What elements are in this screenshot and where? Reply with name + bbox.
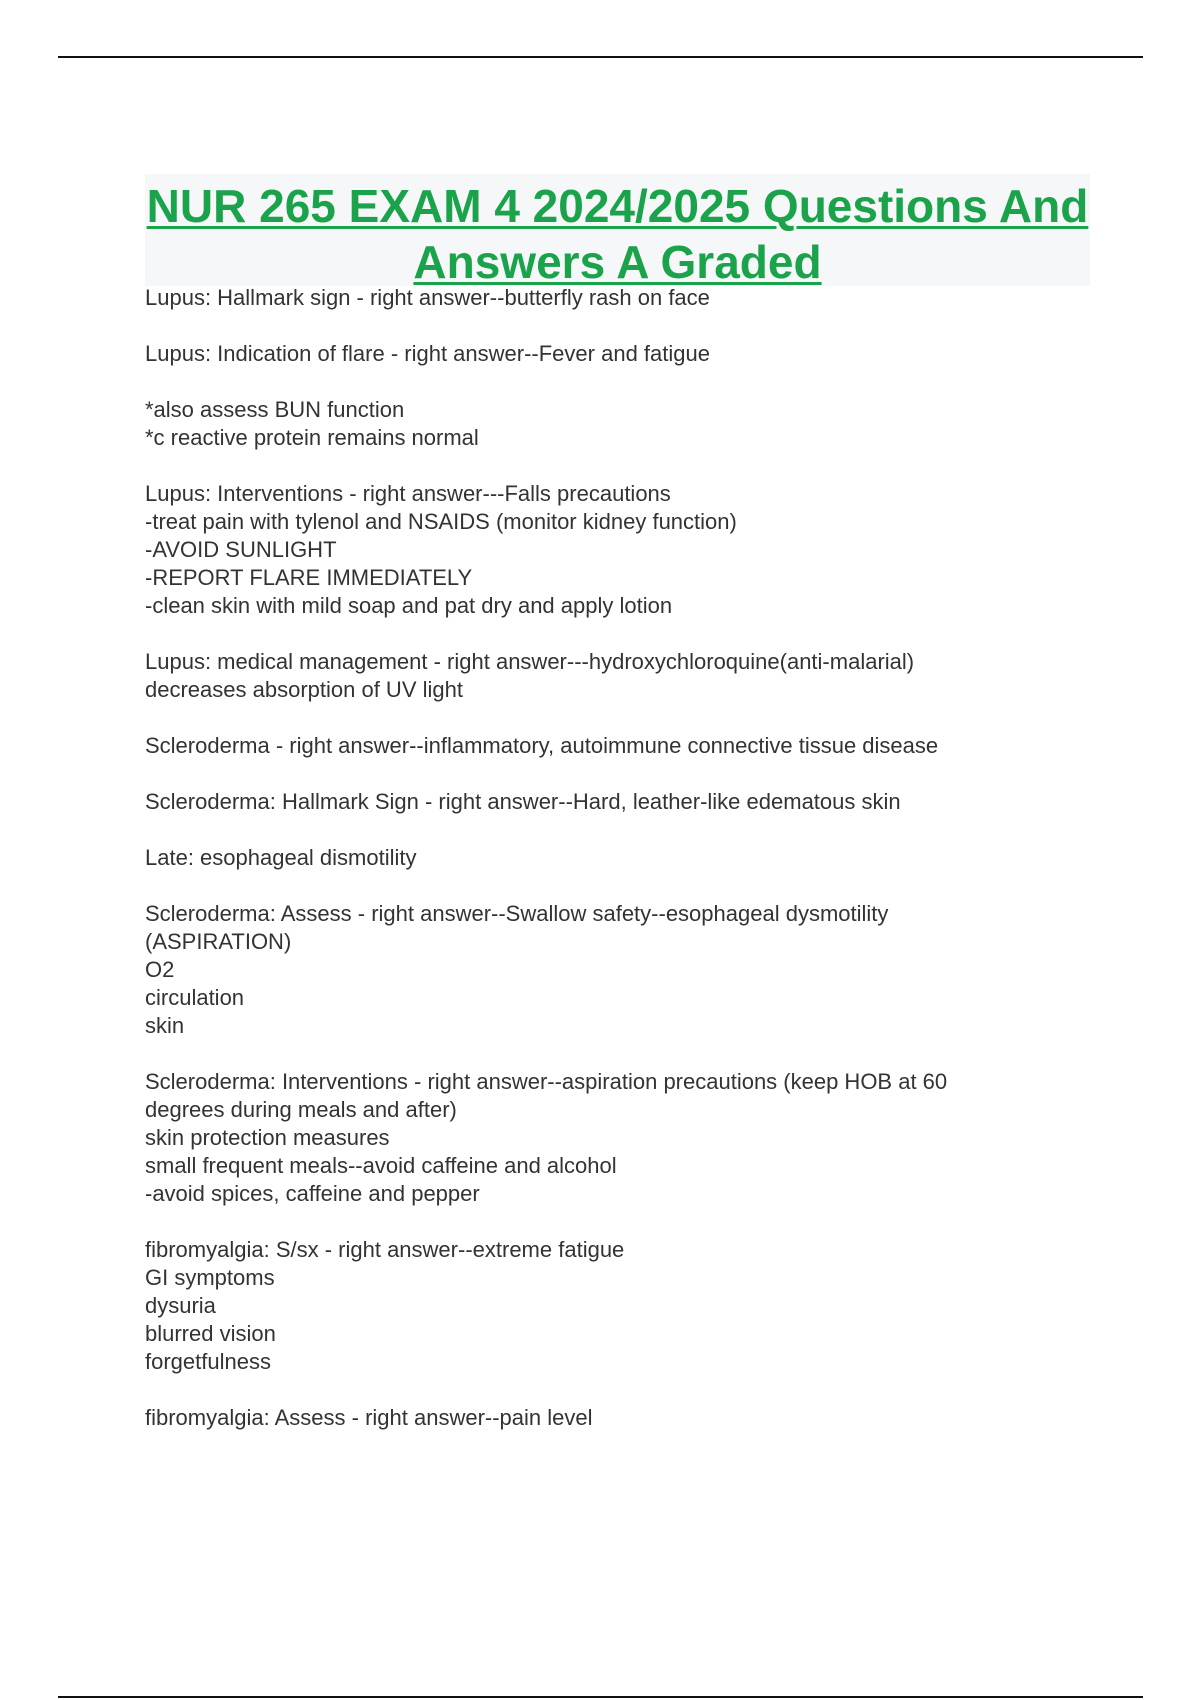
entry-line: *also assess BUN function bbox=[145, 397, 405, 422]
entry-line: -AVOID SUNLIGHT bbox=[145, 537, 337, 562]
document-title: NUR 265 EXAM 4 2024/2025 Questions And Answers A Graded bbox=[146, 180, 1089, 288]
entry-line: circulation bbox=[145, 985, 245, 1010]
entry-line: blurred vision bbox=[145, 1321, 276, 1346]
entry-line: fibromyalgia: Assess - right answer--pain level bbox=[145, 1405, 593, 1430]
entry-line: Lupus: Indication of flare - right answer--Fever and fatigue bbox=[145, 341, 710, 366]
entry-line: Lupus: medical management - right answer---hydroxychloroquine(anti-malarial) bbox=[145, 649, 915, 674]
entry-line: (ASPIRATION) bbox=[145, 929, 292, 954]
entry-line: Scleroderma - right answer--inflammatory, autoimmune connective tissue disease bbox=[145, 733, 939, 758]
qa-entry bbox=[145, 1236, 1090, 1376]
entry-line: -clean skin with mild soap and pat dry and apply lotion bbox=[145, 593, 673, 618]
qa-entry bbox=[145, 340, 1090, 368]
entry-line: Lupus: Interventions - right answer---Falls precautions bbox=[145, 481, 671, 506]
entry-line: skin protection measures bbox=[145, 1125, 390, 1150]
entry-line: Scleroderma: Interventions - right answer--aspiration precautions (keep HOB at 60 bbox=[145, 1069, 948, 1094]
qa-entry bbox=[145, 844, 1090, 872]
qa-entry bbox=[145, 1068, 1090, 1208]
qa-entry bbox=[145, 648, 1090, 704]
entry-line: Late: esophageal dismotility bbox=[145, 845, 417, 870]
qa-entry bbox=[145, 1404, 1090, 1432]
entry-line: -REPORT FLARE IMMEDIATELY bbox=[145, 565, 473, 590]
entry-line: small frequent meals--avoid caffeine and alcohol bbox=[145, 1153, 617, 1178]
document-body bbox=[145, 284, 1090, 1460]
entry-line: Lupus: Hallmark sign - right answer--butterfly rash on face bbox=[145, 285, 710, 310]
qa-entry bbox=[145, 900, 1090, 1040]
entry-line: skin bbox=[145, 1013, 185, 1038]
entry-line: -avoid spices, caffeine and pepper bbox=[145, 1181, 480, 1206]
top-rule bbox=[58, 56, 1143, 58]
qa-entry bbox=[145, 480, 1090, 620]
qa-entry bbox=[145, 284, 1090, 312]
bottom-rule bbox=[58, 1696, 1143, 1698]
qa-entry bbox=[145, 396, 1090, 452]
entry-line: *c reactive protein remains normal bbox=[145, 425, 479, 450]
entry-line: dysuria bbox=[145, 1293, 216, 1318]
entry-line: Scleroderma: Assess - right answer--Swallow safety--esophageal dysmotility bbox=[145, 901, 889, 926]
entry-line: degrees during meals and after) bbox=[145, 1097, 457, 1122]
entry-line: forgetfulness bbox=[145, 1349, 271, 1374]
title-banner bbox=[145, 174, 1090, 286]
entry-line: -treat pain with tylenol and NSAIDS (monitor kidney function) bbox=[145, 509, 737, 534]
entry-line: O2 bbox=[145, 957, 175, 982]
qa-entry bbox=[145, 788, 1090, 816]
qa-entry bbox=[145, 732, 1090, 760]
entry-line: GI symptoms bbox=[145, 1265, 275, 1290]
entry-line: decreases absorption of UV light bbox=[145, 677, 463, 702]
entry-line: Scleroderma: Hallmark Sign - right answer--Hard, leather-like edematous skin bbox=[145, 789, 901, 814]
entry-line: fibromyalgia: S/sx - right answer--extreme fatigue bbox=[145, 1237, 625, 1262]
